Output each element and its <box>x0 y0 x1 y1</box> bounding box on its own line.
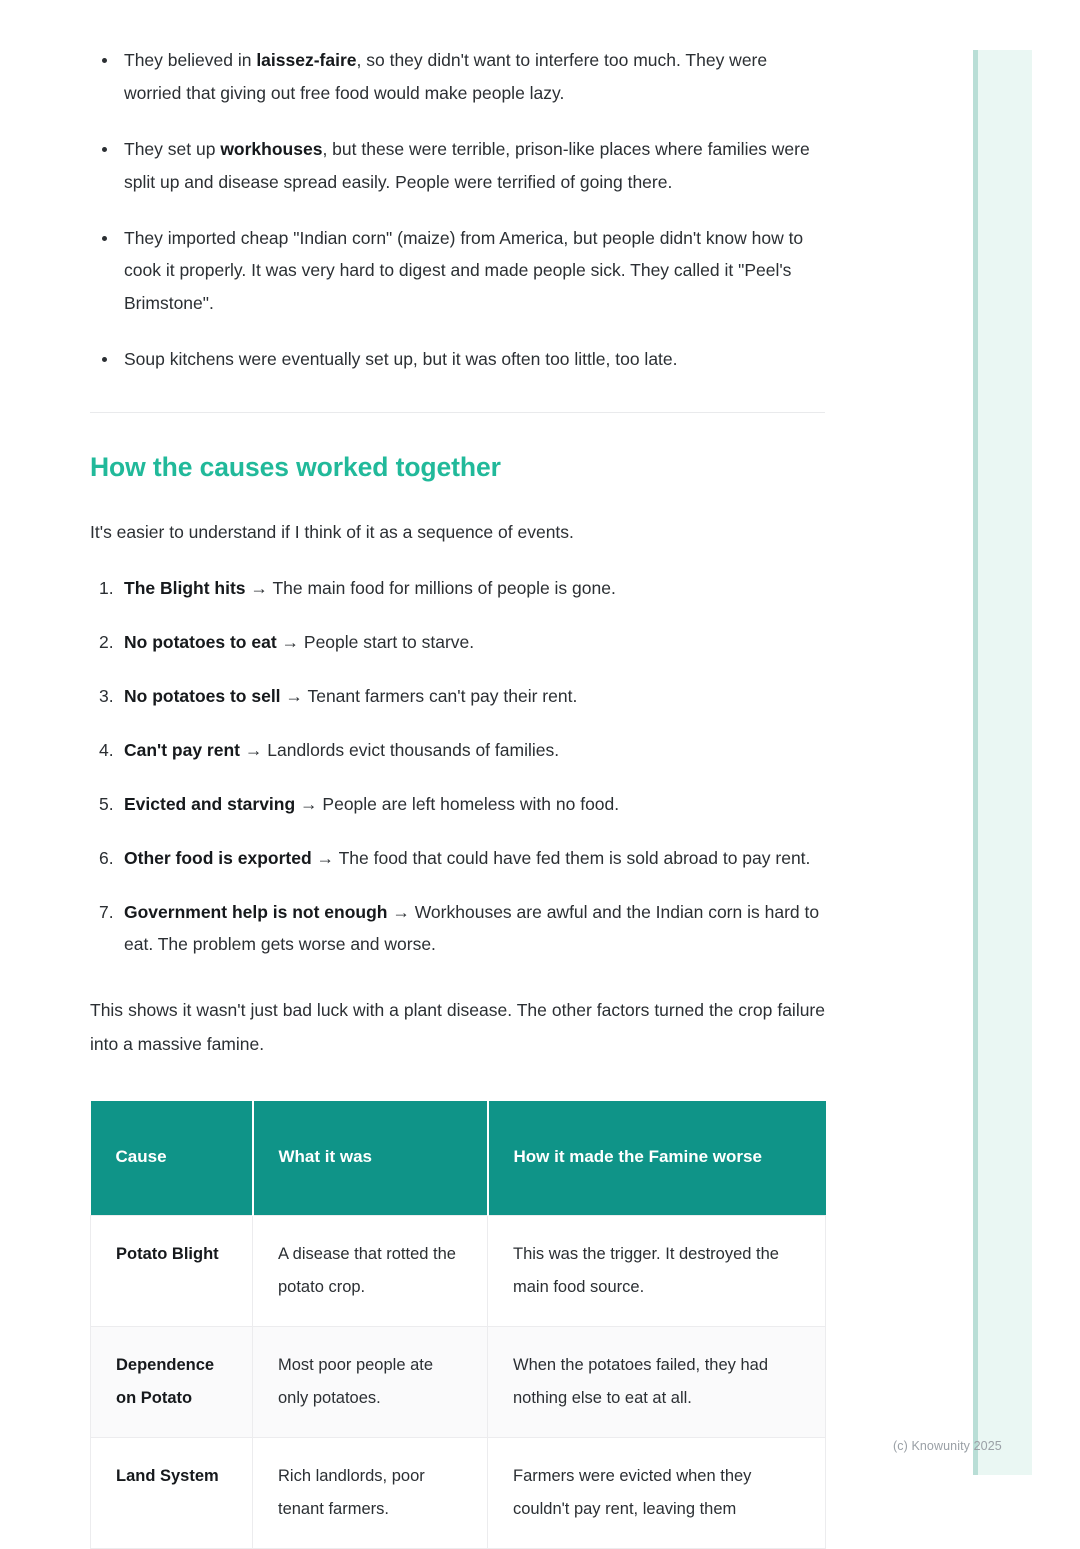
right-arrow-icon: → <box>244 739 263 760</box>
table-cell-cause: Dependence on Potato <box>91 1326 253 1437</box>
table-cell: When the potatoes failed, they had nothing else to eat at all. <box>488 1326 826 1437</box>
table-header <box>91 1101 826 1216</box>
list-item <box>90 842 825 875</box>
right-arrow-icon: → <box>285 686 303 707</box>
step-term: Government help is not enough <box>124 901 388 922</box>
section-divider <box>90 412 825 413</box>
table-header-row <box>91 1101 826 1216</box>
step-detail: Workhouses are awful and the Indian corn is hard to eat. The problem gets worse and worse. <box>124 901 820 955</box>
table-row <box>91 1215 826 1326</box>
causes-summary-table <box>90 1101 826 1549</box>
list-item <box>90 222 825 321</box>
step-term: The Blight hits <box>124 578 246 599</box>
step-detail: The main food for millions of people is gone. <box>272 578 616 599</box>
step-detail: People start to starve. <box>303 632 475 653</box>
step-detail: The food that could have fed them is sold abroad to pay rent. <box>338 847 811 868</box>
right-strip-edge <box>973 50 978 1475</box>
copyright-watermark: (c) Knowunity 2025 <box>893 1439 1002 1453</box>
bullet-emphasis: workhouses <box>220 138 323 159</box>
bullet-text: They believed in <box>124 50 257 70</box>
bullet-text: They imported cheap "Indian corn" (maize) from America, but people didn't know how to cook it properly. It was very hard to digest and made people sick. They called it "Peel's Brimstone". <box>124 227 804 314</box>
step-term: No potatoes to sell <box>124 686 281 707</box>
table-column-header: Cause <box>91 1101 253 1216</box>
table-cell: Farmers were evicted when they couldn't pay rent, leaving them <box>488 1437 826 1548</box>
step-detail: People are left homeless with no food. <box>322 793 620 814</box>
list-item <box>90 572 825 605</box>
step-term: Evicted and starving <box>124 793 296 814</box>
table-cell-cause: Potato Blight <box>91 1215 253 1326</box>
right-arrow-icon: → <box>392 901 410 922</box>
lead-paragraph: It's easier to understand if I think of it as a sequence of events. <box>90 522 574 543</box>
table-cell: This was the trigger. It destroyed the main food source. <box>488 1215 826 1326</box>
bullet-text: , so they didn't want to interfere too much. They were worried that giving out free food would make people lazy. <box>124 50 768 103</box>
step-detail: Tenant farmers can't pay their rent. <box>307 686 578 707</box>
table-column-header: What it was <box>253 1101 488 1216</box>
bullet-emphasis: laissez-faire <box>256 50 357 70</box>
government-response-bullet-list <box>90 44 825 376</box>
bullet-text: , but these were terrible, prison-like places where families were split up and disease spread easily. People were terrified of going there. <box>124 138 810 192</box>
table-column-header: How it made the Famine worse <box>488 1101 826 1216</box>
right-arrow-icon: → <box>316 847 335 868</box>
list-item <box>90 343 825 376</box>
list-item <box>90 133 825 199</box>
right-arrow-icon: → <box>300 793 318 814</box>
list-item <box>90 680 825 713</box>
page-title: How the causes worked together <box>90 452 501 483</box>
table-row <box>91 1437 826 1548</box>
step-term: No potatoes to eat <box>124 632 277 653</box>
table-cell-cause: Land System <box>91 1437 253 1548</box>
list-item <box>90 896 825 962</box>
table-row <box>91 1326 826 1437</box>
right-arrow-icon: → <box>281 632 300 653</box>
step-detail: Landlords evict thousands of families. <box>267 739 560 760</box>
step-term: Can't pay rent <box>124 739 240 760</box>
right-decorative-strip <box>973 50 1032 1475</box>
list-item <box>90 788 825 821</box>
list-item <box>90 44 825 110</box>
bullet-text: Soup kitchens were eventually set up, but it was often too little, too late. <box>124 349 678 370</box>
list-item <box>90 626 825 659</box>
table-cell: Most poor people ate only potatoes. <box>253 1326 488 1437</box>
step-term: Other food is exported <box>124 847 312 868</box>
table-cell: A disease that rotted the potato crop. <box>253 1215 488 1326</box>
right-arrow-icon: → <box>250 578 268 599</box>
bullet-text: They set up <box>124 138 221 159</box>
list-item <box>90 734 825 767</box>
closing-paragraph: This shows it wasn't just bad luck with a plant disease. The other factors turned the crop failure into a massive famine. <box>90 1000 825 1054</box>
table-body <box>91 1215 826 1548</box>
sequence-of-events-list <box>90 572 825 961</box>
table-cell: Rich landlords, poor tenant farmers. <box>253 1437 488 1548</box>
